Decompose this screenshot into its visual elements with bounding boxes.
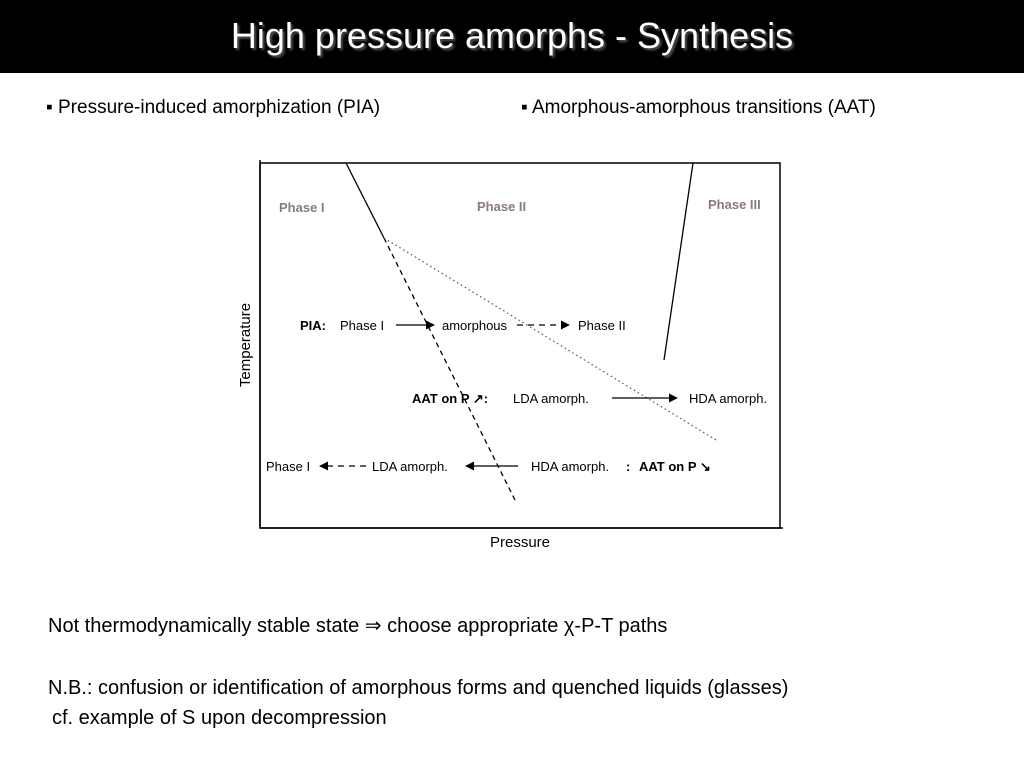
phase1-label: Phase I <box>279 200 325 215</box>
aat-up-to: HDA amorph. <box>689 391 768 406</box>
pia-prefix: PIA: <box>300 318 326 333</box>
y-axis-label: Temperature <box>237 302 254 388</box>
pia-from: Phase I <box>340 318 385 333</box>
pia-mid: amorphous <box>442 318 508 333</box>
aat-down-from: HDA amorph. <box>531 459 610 474</box>
slide-title: High pressure amorphs - Synthesis <box>230 15 794 56</box>
pia-to: Phase II <box>578 318 626 333</box>
phase3-label: Phase III <box>708 197 761 212</box>
aat-down-colon: : <box>626 459 631 474</box>
note-line-1: Not thermodynamically stable state ⇒ choose appropriate χ-P-T paths <box>48 615 668 637</box>
phase2-label: Phase II <box>477 199 527 214</box>
bullet-aat: ▪ Amorphous-amorphous transitions (AAT) <box>521 97 876 118</box>
note-line-3: cf. example of S upon decompression <box>52 707 387 729</box>
x-axis-label: Pressure <box>489 534 551 551</box>
aat-down-mid: LDA amorph. <box>372 459 448 474</box>
aat-up-from: LDA amorph. <box>513 391 589 406</box>
aat-down-end: Phase I <box>266 459 311 474</box>
boundary-phase2-phase3 <box>664 163 693 360</box>
note-line-2: N.B.: confusion or identification of amorphous forms and quenched liquids (glasses) <box>48 677 789 699</box>
aat-down-suffix: AAT on P ↘ <box>639 459 711 474</box>
bullet-pia: ▪ Pressure-induced amorphization (PIA) <box>46 97 381 118</box>
aat-up-prefix: AAT on P ↗: <box>412 391 489 406</box>
boundary-phase1-phase2 <box>346 163 384 238</box>
